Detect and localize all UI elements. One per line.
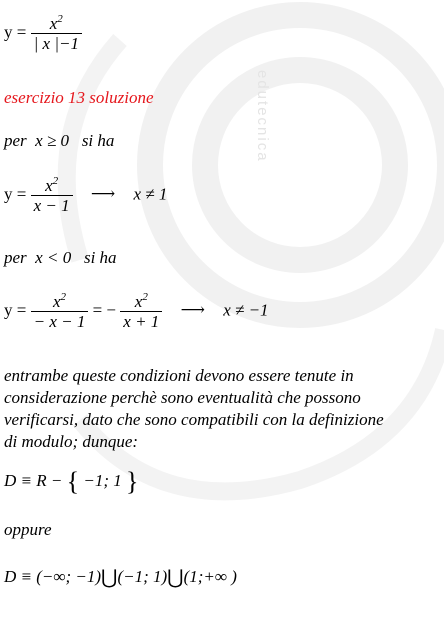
equation-lhs: y = [4,22,27,42]
case2-equation: y = $\frac{x^2}{- x - 1}$ = − $\frac{x^2}{x + 1}$ ⟶ x ≠ −1 [4,291,269,331]
open-brace: { [66,467,80,496]
case1-condition: per x ≥ 0 si ha [4,131,115,150]
close-brace: } [125,467,139,496]
fraction: $\frac{x^2}{x + 1}$ [120,292,162,331]
case1-equation: y = $\frac{x^2}{x - 1}$ ⟶ x ≠ 1 [4,175,168,215]
union-symbol: ⋃ [101,567,118,589]
union-symbol: ⋃ [167,567,184,589]
exercise-title: esercizio 13 soluzione [4,88,154,107]
case2-result: x ≠ −1 [223,300,269,320]
fraction: $\frac{x^2}{x - 1}$ [31,176,73,215]
equation-main [4,14,82,53]
fraction: $\frac{x^2}{- x - 1}$ [31,292,89,331]
numerator: $x^2$ [31,14,82,34]
fraction [31,14,82,53]
domain-set: D ≡ R − { −1; 1 } [4,467,139,496]
oppure-label: oppure [4,520,52,539]
arrow-icon: ⟶ [180,300,205,320]
case2-condition: per x < 0 si ha [4,248,117,267]
watermark-text: edutecnica [254,70,271,163]
case1-result: x ≠ 1 [133,184,168,204]
arrow-icon: ⟶ [90,184,116,204]
domain-intervals: D ≡ (−∞; −1)⋃(−1; 1)⋃(1;+∞ ) [4,567,237,589]
explanation-paragraph: entrambe queste condizioni devono essere tenute in considerazione perchè sono eventualità che possono verificarsi, dato che sono compatibili con la definizione di modulo; dunque: [4,366,384,451]
denominator: | x |−1 [33,34,79,53]
